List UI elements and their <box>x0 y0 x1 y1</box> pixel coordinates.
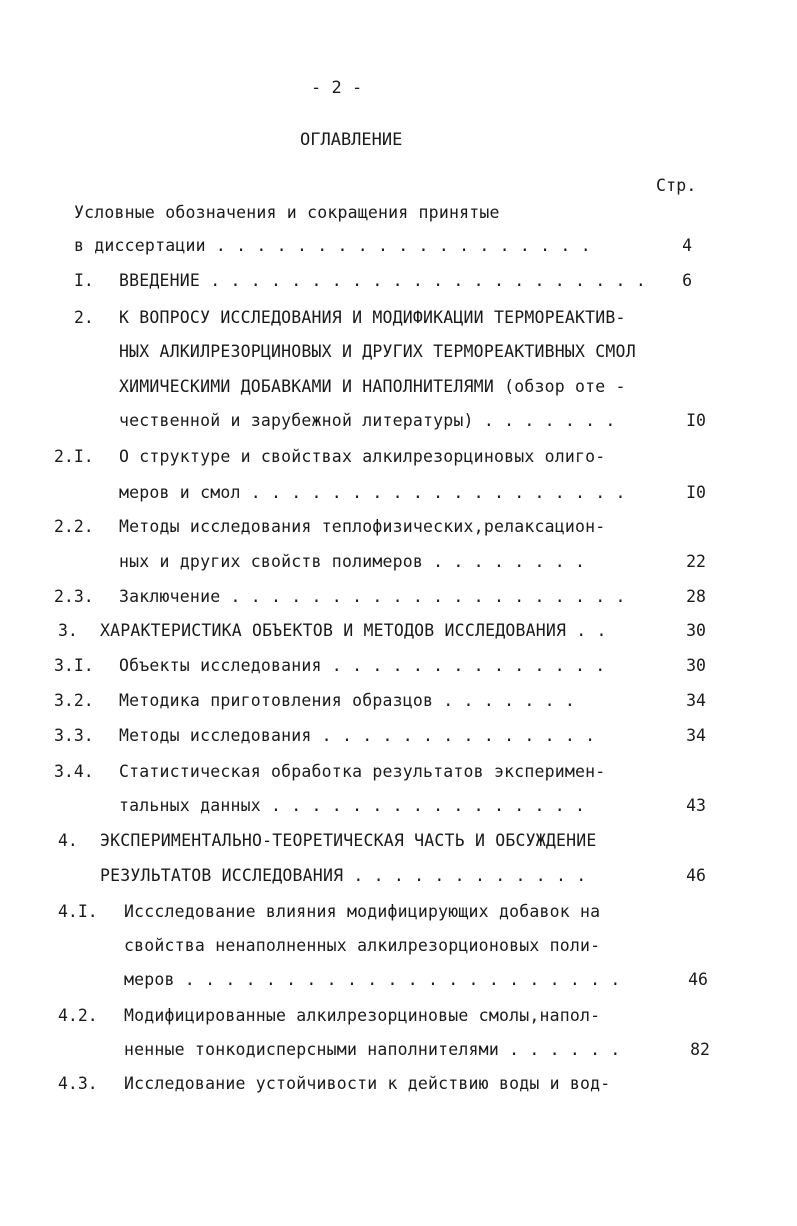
toc-entry-line: меров и смол . . . . . . . . . . . . . . . . . . . <box>119 483 626 502</box>
toc-entry-line: НЫХ АЛКИЛРЕЗОРЦИНОВЫХ И ДРУГИХ ТЕРМОРЕАКТИВНЫХ СМОЛ <box>119 342 636 361</box>
toc-entry-number: 4. <box>58 831 78 850</box>
toc-entry-line: в диссертации . . . . . . . . . . . . . . . . . . . <box>74 236 591 255</box>
toc-entry-page: 22 <box>686 552 706 571</box>
toc-entry-line: свойства ненаполненных алкилрезорционовых поли- <box>124 936 601 955</box>
toc-entry-page: 4 <box>682 236 692 255</box>
page-column-label: Стр. <box>656 176 697 195</box>
toc-entry-line: Иссследование влияния модифицирующих добавок на <box>124 902 601 921</box>
toc-entry-number: 2. <box>74 308 94 327</box>
toc-entry-line: Методы исследования . . . . . . . . . . . . . . <box>119 726 596 745</box>
toc-entry-page: 34 <box>686 691 706 710</box>
toc-entry-page: 82 <box>690 1040 710 1059</box>
toc-entry-page: 28 <box>686 587 706 606</box>
toc-entry-number: 3.4. <box>54 762 94 781</box>
toc-entry-line: чественной и зарубежной литературы) . . . . . . . <box>119 411 616 430</box>
toc-entry-number: 2.2. <box>54 517 94 536</box>
toc-entry-number: 3.I. <box>54 656 94 675</box>
toc-entry-page: I0 <box>686 483 706 502</box>
toc-entry-line: Заключение . . . . . . . . . . . . . . . . . . . . <box>119 587 626 606</box>
toc-entry-number: 4.3. <box>58 1074 98 1093</box>
toc-entry-number: 2.I. <box>54 447 94 466</box>
toc-entry-line: Методы исследования теплофизических,релаксацион- <box>119 517 606 536</box>
toc-entry-page: I0 <box>686 411 706 430</box>
toc-entry-line: Исследование устойчивости к действию воды и вод- <box>124 1074 611 1093</box>
toc-entry-page: 34 <box>686 726 706 745</box>
toc-entry-page: 46 <box>686 866 706 885</box>
toc-entry-page: 30 <box>686 656 706 675</box>
toc-entry-number: 3.3. <box>54 726 94 745</box>
toc-entry-line: Условные обозначения и сокращения принятые <box>74 203 500 222</box>
toc-entry-number: 3. <box>58 621 78 640</box>
page-number: - 2 - <box>311 78 363 98</box>
toc-entry-line: ХАРАКТЕРИСТИКА ОБЪЕКТОВ И МЕТОДОВ ИССЛЕДОВАНИЯ . . <box>100 621 607 640</box>
toc-entry-line: Статистическая обработка результатов эксперимен- <box>119 762 606 781</box>
toc-entry-number: I. <box>74 271 94 290</box>
toc-entry-line: тальных данных . . . . . . . . . . . . . . . . <box>119 796 586 815</box>
toc-entry-number: 4.I. <box>58 902 98 921</box>
toc-entry-line: ЭКСПЕРИМЕНТАЛЬНО-ТЕОРЕТИЧЕСКАЯ ЧАСТЬ И ОБСУЖДЕНИЕ <box>100 831 597 850</box>
toc-entry-line: К ВОПРОСУ ИССЛЕДОВАНИЯ И МОДИФИКАЦИИ ТЕРМОРЕАКТИВ- <box>119 308 626 327</box>
toc-entry-line: Методика приготовления образцов . . . . . . . <box>119 691 576 710</box>
toc-entry-number: 2.3. <box>54 587 94 606</box>
toc-entry-line: ВВЕДЕНИЕ . . . . . . . . . . . . . . . . . . . . . . <box>119 271 646 290</box>
toc-entry-line: ХИМИЧЕСКИМИ ДОБАВКАМИ И НАПОЛНИТЕЛЯМИ (обзор оте - <box>119 377 626 396</box>
toc-entry-number: 4.2. <box>58 1006 98 1025</box>
toc-entry-line: РЕЗУЛЬТАТОВ ИССЛЕДОВАНИЯ . . . . . . . . . . . . <box>100 866 587 885</box>
page-title: ОГЛАВЛЕНИЕ <box>300 130 403 150</box>
toc-entry-page: 43 <box>686 796 706 815</box>
toc-entry-line: меров . . . . . . . . . . . . . . . . . . . . . . <box>124 970 621 989</box>
toc-entry-number: 3.2. <box>54 691 94 710</box>
toc-entry-page: 6 <box>682 271 692 290</box>
toc-entry-page: 46 <box>688 970 708 989</box>
toc-entry-page: 30 <box>686 621 706 640</box>
toc-entry-line: ненные тонкодисперсными наполнителями . . . . . . <box>124 1040 621 1059</box>
toc-entry-line: Объекты исследования . . . . . . . . . . . . . . <box>119 656 606 675</box>
toc-entry-line: ных и других свойств полимеров . . . . . . . . <box>119 552 586 571</box>
toc-entry-line: Модифицированные алкилрезорциновые смолы,напол- <box>124 1006 601 1025</box>
toc-entry-line: О структуре и свойствах алкилрезорциновых олиго- <box>119 447 606 466</box>
